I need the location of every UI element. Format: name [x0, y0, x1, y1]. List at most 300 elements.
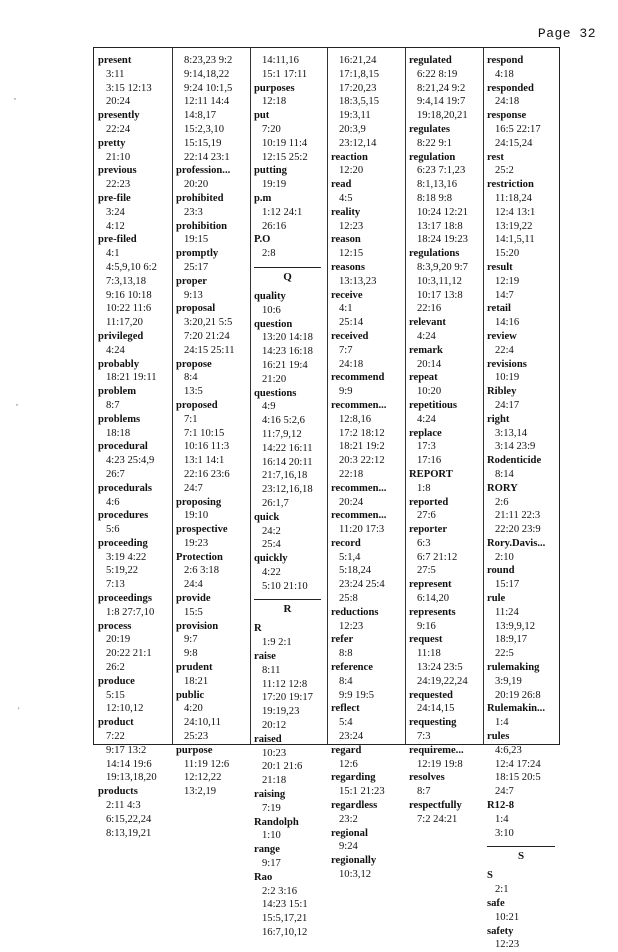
index-term: rule — [487, 593, 506, 605]
page-line-reference: 8:4 — [339, 675, 353, 687]
page-line-reference: 14:11,16 — [262, 55, 299, 66]
page-line-reference: 7:22 — [106, 731, 125, 743]
index-term: prohibited — [176, 192, 224, 204]
page-line-reference: 22:24 — [106, 123, 131, 135]
index-term: receive — [331, 289, 363, 301]
page-line-reference: 24:17 — [495, 399, 520, 411]
index-term: promptly — [176, 248, 219, 260]
page-line-reference: 8:13,19,21 — [106, 827, 152, 839]
index-entry — [409, 496, 483, 524]
index-term: reductions — [331, 606, 379, 618]
page-line-reference: 10:3,12 — [339, 869, 372, 881]
page-line-reference: 24:15,24 — [495, 137, 533, 149]
word-index-grid — [93, 47, 560, 951]
index-term: privileged — [98, 330, 144, 342]
page-line-reference: 5:18,24 — [339, 565, 372, 577]
index-term: regarding — [331, 772, 376, 784]
letter-section-heading — [487, 846, 555, 863]
page-line-reference: 20:19 — [106, 634, 131, 646]
index-term: requested — [409, 689, 453, 701]
page-line-reference: 21:7,16,18 — [262, 470, 308, 482]
index-term: quickly — [254, 553, 288, 565]
index-term: received — [331, 330, 369, 342]
page-line-reference: 7:3,13,18 — [106, 275, 147, 287]
page-line-reference: 16:21,24 — [339, 55, 377, 66]
page-line-reference: 2:2 3:16 — [262, 885, 298, 897]
page-line-reference: 23:3 — [184, 206, 203, 218]
page-line-reference: 11:19 12:6 — [184, 758, 230, 770]
page-line-reference: 10:21 — [495, 911, 520, 923]
page-line-reference: 11:20 17:3 — [339, 524, 385, 536]
page-line-reference: 7:1 — [184, 413, 198, 425]
index-entry — [331, 54, 405, 151]
page-line-reference: 18:3,5,15 — [339, 96, 380, 108]
page-line-reference: 20:12 — [262, 720, 287, 732]
page-line-reference: 17:16 — [417, 455, 442, 467]
page-line-reference: 6:7 21:12 — [417, 551, 458, 563]
page-line-reference: 4:20 — [184, 703, 203, 715]
page-line-reference: 26:2 — [106, 662, 125, 674]
page-line-reference: 22:18 — [339, 468, 364, 480]
index-entry — [254, 109, 327, 164]
page-line-reference: 8:3,9,20 9:7 — [417, 261, 468, 273]
index-entry — [487, 413, 561, 454]
index-term: regulated — [409, 55, 452, 66]
page-line-reference: 12:23 — [495, 939, 520, 951]
page-line-reference: 9:16 — [417, 620, 436, 632]
page-line-reference: 11:12 12:8 — [262, 678, 308, 690]
index-term: restriction — [487, 179, 534, 191]
page-line-reference: 6:15,22,24 — [106, 813, 152, 825]
index-term: presently — [98, 110, 140, 122]
page-line-reference: 24:14,15 — [417, 703, 455, 715]
index-entry — [331, 509, 405, 537]
page-line-reference: 18:15 20:5 — [495, 772, 541, 784]
page-line-reference: 7:2 24:21 — [417, 813, 458, 825]
page-line-reference: 21:20 — [262, 373, 287, 385]
page-line-reference: 12:10,12 — [106, 703, 144, 715]
index-term: resolves — [409, 772, 445, 784]
page-line-reference: 12:19 19:8 — [417, 758, 463, 770]
page-line-reference: 17:20,23 — [339, 82, 377, 94]
index-term: proper — [176, 275, 207, 287]
page-line-reference: 20:24 — [339, 496, 364, 508]
index-entry — [331, 178, 405, 206]
page-line-reference: 14:16 — [495, 317, 520, 329]
page-line-reference: 15:15,19 — [184, 137, 222, 149]
page-line-reference: 18:21 19:2 — [339, 441, 385, 453]
page-line-reference: 3:20,21 5:5 — [184, 317, 233, 329]
index-term: pre-file — [98, 192, 131, 204]
page-line-reference: 25:8 — [339, 593, 358, 605]
page-line-reference: 16:14 20:11 — [262, 456, 313, 468]
index-entry — [409, 633, 483, 688]
index-entry — [176, 551, 250, 592]
index-term: public — [176, 689, 205, 701]
index-entry — [331, 827, 405, 855]
index-term: safe — [487, 898, 505, 910]
page-line-reference: 22:23 — [106, 179, 131, 191]
page-line-reference: 12:15 25:2 — [262, 151, 308, 163]
index-term: present — [98, 55, 132, 66]
page-line-reference: 7:20 — [262, 123, 281, 135]
page-line-reference: 24:2 — [262, 525, 281, 537]
index-term: Rulemakin... — [487, 703, 545, 715]
page-line-reference: 11:18 — [417, 648, 441, 660]
page-line-reference: 4:24 — [417, 413, 436, 425]
page-line-reference: 12:23 — [339, 620, 364, 632]
index-column-1 — [94, 54, 172, 839]
page-line-reference: 8:23,23 9:2 — [184, 55, 233, 66]
index-entry — [409, 427, 483, 468]
page-line-reference: 12:19 — [495, 275, 520, 287]
page-line-reference: 12:11 14:4 — [184, 96, 230, 108]
page-line-reference: 13:20 14:18 — [262, 332, 313, 344]
index-entry — [98, 413, 172, 441]
page-line-reference: 13:19,22 — [495, 220, 533, 232]
index-term: regulations — [409, 248, 460, 260]
page-line-reference: 10:17 13:8 — [417, 289, 463, 301]
page-line-reference: 4:23 25:4,9 — [106, 455, 155, 467]
page-line-reference: 20:24 — [106, 96, 131, 108]
index-term: repeat — [409, 372, 438, 384]
page-line-reference: 11:24 — [495, 606, 519, 618]
index-term: requesting — [409, 717, 457, 729]
index-term: read — [331, 179, 352, 191]
page-line-reference: 8:7 — [106, 399, 120, 411]
page-line-reference: 16:21 19:4 — [262, 359, 308, 371]
page-line-reference: 25:23 — [184, 731, 209, 743]
index-entry — [176, 192, 250, 220]
index-entry — [98, 330, 172, 358]
page-line-reference: 13:17 18:8 — [417, 220, 463, 232]
page-line-reference: 12:23 — [339, 220, 364, 232]
page-line-reference: 27:5 — [417, 565, 436, 577]
page-line-reference: 1:10 — [262, 830, 281, 842]
index-entry — [176, 523, 250, 551]
index-term: proposed — [176, 399, 218, 411]
index-term: problem — [98, 386, 137, 398]
page-line-reference: 4:24 — [106, 344, 125, 356]
index-term: raise — [254, 651, 276, 663]
page-line-reference: 4:24 — [417, 330, 436, 342]
page-line-reference: 15:17 — [495, 579, 520, 591]
page-line-reference: 14:8,17 — [184, 110, 217, 122]
page-line-reference: 26:1,7 — [262, 497, 289, 509]
index-entry — [487, 151, 561, 179]
page-line-reference: 2:1 — [495, 884, 509, 896]
index-term: produce — [98, 675, 135, 687]
page-line-reference: 25:2 — [495, 165, 514, 177]
page-line-reference: 9:24 10:1,5 — [184, 82, 233, 94]
page-line-reference: 10:22 11:6 — [106, 303, 152, 315]
page-line-reference: 9:4,14 19:7 — [417, 96, 466, 108]
page-line-reference: 24:10,11 — [184, 717, 221, 729]
index-term: propose — [176, 358, 212, 370]
index-entry — [487, 482, 561, 537]
page-line-reference: 22:4 — [495, 344, 514, 356]
page-line-reference: 12:6 — [339, 758, 358, 770]
page-line-reference: 2:10 — [495, 551, 514, 563]
page-line-reference: 12:4 17:24 — [495, 758, 541, 770]
index-entry — [487, 82, 561, 110]
page-line-reference: 9:9 19:5 — [339, 689, 375, 701]
index-entry — [176, 620, 250, 661]
index-entry — [409, 606, 483, 634]
page-line-reference: 15:20 — [495, 248, 520, 260]
page-line-reference: 17:1,8,15 — [339, 68, 380, 80]
index-term: remark — [409, 344, 443, 356]
page-line-reference: 13:13,23 — [339, 275, 377, 287]
page-line-reference: 4:6,23 — [495, 744, 522, 756]
page-line-reference: 10:19 — [495, 372, 520, 384]
page-line-reference: 24:7 — [184, 482, 203, 494]
index-entry — [254, 318, 327, 387]
page-line-reference: 10:23 — [262, 747, 287, 759]
page-line-reference: 19:19,23 — [262, 706, 300, 718]
page-line-reference: 14:14 19:6 — [106, 758, 152, 770]
page-line-reference: 12:8,16 — [339, 413, 372, 425]
index-entry — [176, 220, 250, 248]
page-line-reference: 4:1 — [339, 303, 353, 315]
index-entry — [254, 816, 327, 844]
index-entry — [331, 537, 405, 606]
page-line-reference: 9:17 — [262, 858, 281, 870]
index-term: safety — [487, 925, 514, 937]
page-line-reference: 17:20 19:17 — [262, 692, 313, 704]
page-line-reference: 8:21,24 9:2 — [417, 82, 466, 94]
index-entry — [254, 511, 327, 552]
index-entry — [409, 578, 483, 606]
index-term: provision — [176, 620, 219, 632]
index-term: rules — [487, 731, 510, 743]
index-entry — [487, 385, 561, 413]
index-entry — [487, 925, 561, 952]
index-entry — [487, 869, 561, 897]
index-entry — [254, 290, 327, 318]
index-term: probably — [98, 358, 140, 370]
index-entry — [254, 871, 327, 940]
page-line-reference: 7:20 21:24 — [184, 330, 230, 342]
index-term: repetitious — [409, 399, 458, 411]
index-entry — [331, 633, 405, 661]
page-line-reference: 4:5 — [339, 192, 353, 204]
index-entry — [98, 620, 172, 675]
index-term: right — [487, 413, 510, 425]
page-line-reference: 12:20 — [339, 165, 364, 177]
index-entry — [409, 689, 483, 717]
page-line-reference: 18:18 — [106, 427, 131, 439]
page-line-reference: 4:6 — [106, 496, 120, 508]
page-line-reference: 10:24 12:21 — [417, 206, 468, 218]
index-term: Rao — [254, 871, 273, 883]
page-line-reference: 23:12,14 — [339, 137, 377, 149]
page-line-reference: 13:5 — [184, 386, 203, 398]
index-entry — [331, 744, 405, 772]
page-line-reference: 20:20 — [184, 179, 209, 191]
page-line-reference: 5:10 21:10 — [262, 580, 308, 592]
index-term: regard — [331, 744, 362, 756]
page-line-reference: 7:7 — [339, 344, 353, 356]
section-letter: R — [283, 603, 292, 616]
page-line-reference: 19:23 — [184, 537, 209, 549]
index-entry — [487, 537, 561, 565]
page-line-reference: 6:14,20 — [417, 593, 450, 605]
page-line-reference: 9:9 — [339, 386, 353, 398]
index-entry — [331, 371, 405, 399]
page-line-reference: 1:4 — [495, 813, 509, 825]
index-entry — [98, 54, 172, 109]
index-term: reference — [331, 662, 373, 674]
page-line-reference: 7:19 — [262, 802, 281, 814]
page-line-reference: 5:15 — [106, 689, 125, 701]
page-line-reference: 1:8 27:7,10 — [106, 606, 155, 618]
page-line-reference: 20:3 22:12 — [339, 455, 385, 467]
page-line-reference: 5:4 — [339, 717, 353, 729]
index-entry — [487, 564, 561, 592]
index-term: rulemaking — [487, 662, 540, 674]
page-line-reference: 22:16 23:6 — [184, 468, 230, 480]
page-line-reference: 22:16 — [417, 303, 442, 315]
page-line-reference: 4:5,9,10 6:2 — [106, 261, 157, 273]
index-entry — [409, 54, 483, 123]
page-line-reference: 8:22 9:1 — [417, 137, 453, 149]
index-entry — [254, 387, 327, 511]
index-entry — [409, 247, 483, 316]
page-line-reference: 2:8 — [262, 248, 276, 260]
page-line-reference: 4:22 — [262, 566, 281, 578]
page-line-reference: 24:18 — [495, 96, 520, 108]
page-line-reference: 21:11 22:3 — [495, 510, 541, 522]
index-entry — [176, 164, 250, 192]
section-divider — [254, 267, 321, 268]
page-line-reference: 18:21 — [184, 675, 209, 687]
index-entry — [98, 358, 172, 386]
index-entry — [176, 247, 250, 275]
index-term: reason — [331, 234, 361, 246]
index-entry — [487, 261, 561, 302]
page-line-reference: 11:7,9,12 — [262, 428, 302, 440]
index-entry — [409, 123, 483, 151]
index-term: recommen... — [331, 399, 387, 411]
page-line-reference: 8:11 — [262, 664, 281, 676]
index-term: respectfully — [409, 800, 462, 812]
index-entry — [98, 385, 172, 413]
index-term: purpose — [176, 744, 213, 756]
index-term: Ribley — [487, 386, 517, 398]
page-line-reference: 24:18 — [339, 358, 364, 370]
index-entry — [331, 482, 405, 510]
index-term: proposing — [176, 496, 222, 508]
index-term: requireme... — [409, 744, 464, 756]
index-entry — [98, 675, 172, 716]
index-entry — [98, 164, 172, 192]
index-term: regionally — [331, 855, 377, 867]
index-term: replace — [409, 427, 442, 439]
index-term: represent — [409, 579, 452, 591]
page-line-reference: 10:16 11:3 — [184, 441, 230, 453]
index-term: proceedings — [98, 593, 152, 605]
page-line-reference: 11:17,20 — [106, 317, 143, 329]
index-entry — [176, 592, 250, 620]
index-entry — [98, 592, 172, 620]
page-line-reference: 1:9 2:1 — [262, 637, 292, 649]
page-line-reference: 14:22 16:11 — [262, 442, 313, 454]
index-entry — [98, 716, 172, 785]
index-term: range — [254, 844, 280, 856]
section-letter: S — [517, 850, 525, 863]
index-entry — [331, 771, 405, 799]
index-term: regulation — [409, 151, 456, 163]
index-term: prudent — [176, 662, 213, 674]
index-term: responded — [487, 82, 534, 94]
index-term: recommen... — [331, 510, 387, 522]
page-line-reference: 6:3 — [417, 537, 431, 549]
index-term: quick — [254, 511, 280, 523]
index-entry — [98, 785, 172, 840]
page-line-reference: 12:12,22 — [184, 772, 222, 784]
page-line-reference: 27:6 — [417, 510, 436, 522]
page-line-reference: 24:15 25:11 — [184, 344, 235, 356]
page-line-reference: 2:6 — [495, 496, 509, 508]
index-entry — [176, 275, 250, 303]
index-term: rest — [487, 151, 504, 163]
index-term: Rory.Davis... — [487, 537, 546, 549]
page-line-reference: 3:19 4:22 — [106, 551, 147, 563]
index-term: represents — [409, 606, 456, 618]
index-entry — [331, 289, 405, 330]
page-number: Page 32 — [537, 26, 596, 41]
page-line-reference: 6:22 8:19 — [417, 68, 458, 80]
index-entry — [254, 788, 327, 816]
index-entry — [176, 689, 250, 744]
page-line-reference: 4:16 5:2,6 — [262, 415, 305, 427]
page-line-reference: 3:15 12:13 — [106, 82, 152, 94]
index-entry — [254, 733, 327, 788]
page-line-reference: 9:8 — [184, 648, 198, 660]
page-line-reference: 20:19 26:8 — [495, 689, 541, 701]
index-term: raised — [254, 733, 282, 745]
index-term: provide — [176, 593, 211, 605]
index-entry — [409, 771, 483, 799]
scan-mark: ' — [18, 706, 20, 715]
page-line-reference: 22:20 23:9 — [495, 524, 541, 536]
page-line-reference: 15:1 17:11 — [262, 68, 308, 80]
page-line-reference: 10:3,11,12 — [417, 275, 462, 287]
index-term: previous — [98, 165, 137, 177]
page-line-reference: 9:13 — [184, 289, 203, 301]
index-term: relevant — [409, 317, 446, 329]
index-term: reported — [409, 496, 449, 508]
page-line-reference: 9:7 — [184, 634, 198, 646]
letter-section-heading — [254, 267, 321, 284]
page-line-reference: 9:16 10:18 — [106, 289, 152, 301]
index-entry — [254, 82, 327, 110]
page-line-reference: 23:24 25:4 — [339, 579, 385, 591]
index-term: round — [487, 565, 515, 577]
index-term: products — [98, 786, 138, 798]
page-line-reference: 3:10 — [495, 827, 514, 839]
index-term: R12-8 — [487, 800, 515, 812]
index-entry — [487, 730, 561, 799]
index-term: question — [254, 318, 293, 330]
index-term: review — [487, 330, 517, 342]
page-line-reference: 24:19,22,24 — [417, 675, 468, 687]
index-entry — [254, 192, 327, 233]
page-line-reference: 22:14 23:1 — [184, 151, 230, 163]
section-divider — [254, 599, 321, 600]
index-term: recommend — [331, 372, 385, 384]
